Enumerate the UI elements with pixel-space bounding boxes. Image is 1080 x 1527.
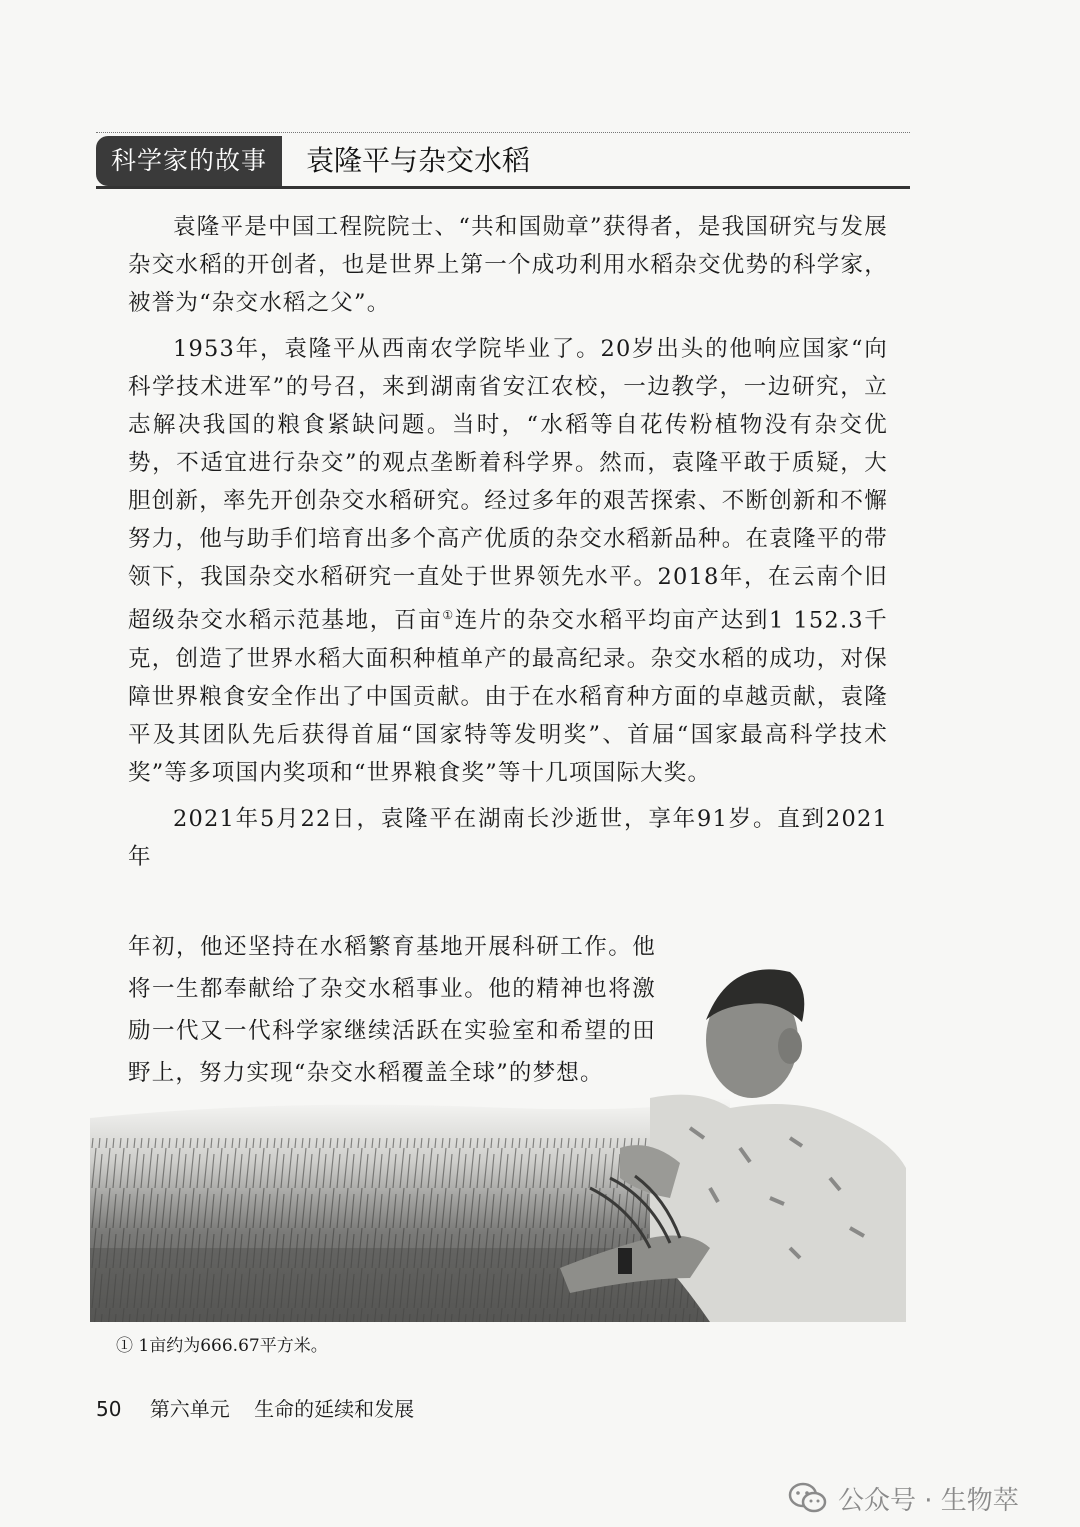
unit-title: 生命的延续和发展: [254, 1397, 415, 1421]
footnote-ref: ①: [442, 608, 455, 622]
page-number: 50: [96, 1397, 122, 1421]
section-tag: 科学家的故事: [96, 136, 282, 186]
wechat-icon: [788, 1482, 828, 1514]
paragraph-1: 袁隆平是中国工程院院士、“共和国勋章”获得者，是我国研究与发展杂交水稻的开创者，也是世界上第一个成功利用水稻杂交优势的科学家，被誉为“杂交水稻之父”。: [128, 214, 888, 316]
section-title: 袁隆平与杂交水稻: [306, 144, 531, 177]
paragraph-2: [128, 330, 888, 792]
yuan-longping-rice-field-photo: [90, 948, 906, 1322]
unit-label: 第六单元: [149, 1397, 230, 1421]
paragraph-3-wrap: 年初，他还坚持在水稻繁育基地开展科研工作。他将一生都奉献给了杂交水稻事业。他的精神也将激励一代又一代科学家继续活跃在实验室和希望的田野上，努力实现“杂交水稻覆盖全球”的梦想。: [128, 934, 656, 1086]
header-top-rule: [96, 132, 910, 133]
header-bottom-rule: [96, 186, 910, 189]
page-footer: [96, 1394, 414, 1424]
paragraph-2-part-a: 1953年，袁隆平从西南农学院毕业了。20岁出头的他响应国家“向科学技术进军”的号召，来到湖南省安江农校，一边教学，一边研究，立志解决我国的粮食紧缺问题。当时，“水稻等自花传粉植物没有杂交优势，不适宜进行杂交”的观点垄断着科学界。然而，袁隆平敢于质疑，大胆创新，率先开创杂交水稻研究。经过多年的艰苦探索、不断创新和不懈努力，他与助手们培育出多个高产优质的杂交水稻新品种。在袁隆平的带领下，我国杂交水稻研究一直处于世界领先水平。2018年，在云南个旧超级杂交水稻示范基地，百亩: [128, 336, 888, 634]
watermark-text: 公众号 · 生物萃: [838, 1485, 1019, 1516]
paragraph-3: 2021年5月22日，袁隆平在湖南长沙逝世，享年91岁。直到2021年: [128, 805, 888, 870]
watermark: [788, 1478, 1019, 1518]
paragraph-2-part-b: 连片的杂交水稻平均亩产达到1 152.3千克，创造了世界水稻大面积种植单产的最高纪录。杂交水稻的成功，对保障世界粮食安全作出了中国贡献。由于在水稻育种方面的卓越贡献，袁隆平及其团队先后获得首届“国家特等发明奖”、首届“国家最高科学技术奖”等多项国内奖项和“世界粮食奖”等十几项国际大奖。: [128, 607, 888, 786]
story-body: [128, 208, 888, 876]
footnote: ① 1亩约为666.67平方米。: [116, 1336, 328, 1356]
